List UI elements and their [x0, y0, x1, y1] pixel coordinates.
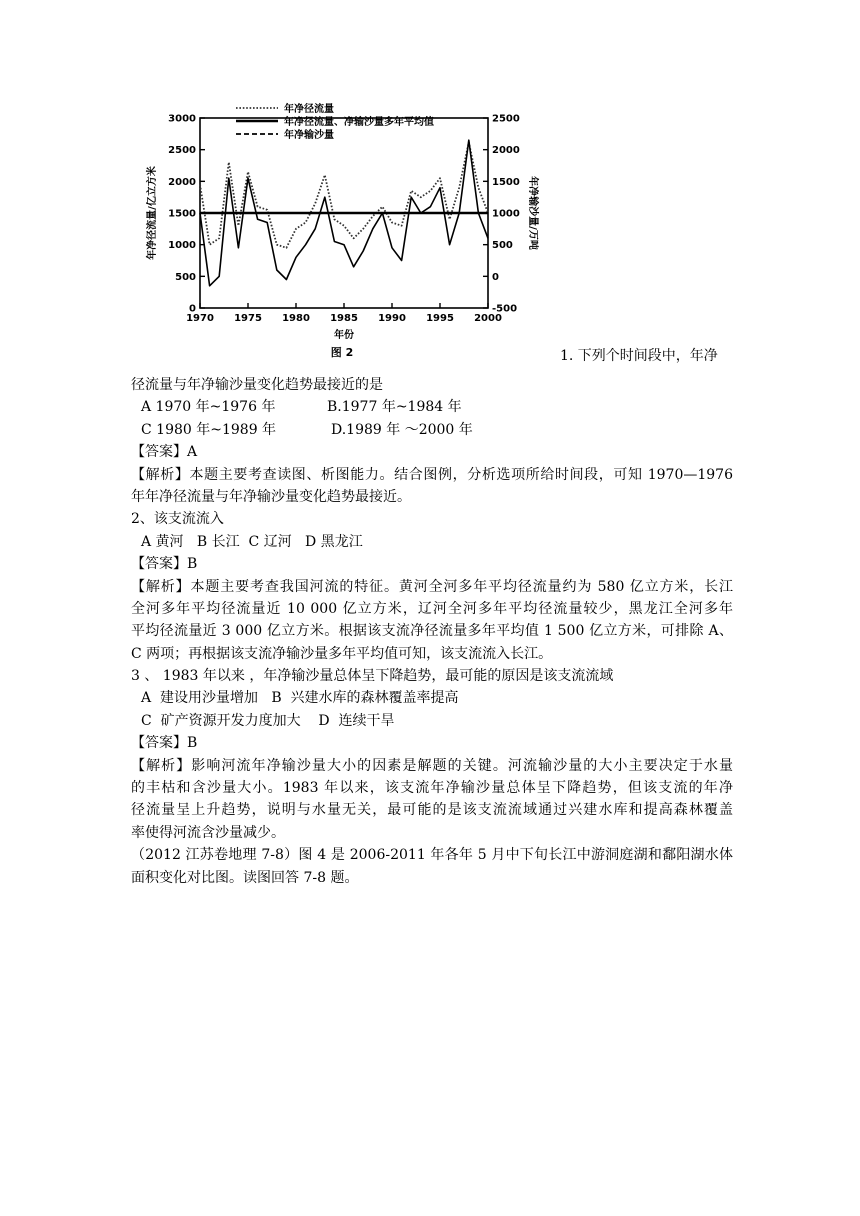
option-1b: B.1977 年~1984 年	[327, 399, 462, 416]
question-1-options-ab	[131, 396, 733, 418]
explanation-1-line-2: 年年净径流量与年净输沙量变化趋势最接近。	[131, 488, 411, 505]
left-tick-label: 3000	[168, 113, 196, 125]
left-tick-label: 0	[189, 303, 196, 315]
explanation-2-line-2: 全河多年平均径流量近 10 000 亿立方米，辽河全河多年平均径流量较少，黑龙江全河多年	[131, 600, 733, 617]
right-tick-label: 1500	[492, 176, 520, 188]
explanation-3-line-1: 【解析】影响河流年净输沙量大小的因素是解题的关键。河流输沙量的大小主要决定于水量	[131, 757, 733, 774]
series-1-line	[200, 142, 488, 248]
explanation-2-line-1: 【解析】本题主要考查我国河流的特征。黄河全河多年平均径流量约为 580 亿立方米，长江	[131, 578, 733, 595]
explanation-1-line-1: 【解析】本题主要考查读图、析图能力。结合图例，分析选项所给时间段，可知 1970—1976	[131, 466, 733, 483]
option-1a: A 1970 年~1976 年	[141, 399, 276, 416]
answer-1: 【答案】A	[131, 444, 198, 461]
explanation-3-line-2: 的丰枯和含沙量大小。1983 年以来，该支流年净输沙量总体呈下降趋势，但该支流的年净	[131, 780, 733, 797]
chart-legend	[236, 102, 434, 141]
x-tick-label: 1975	[234, 313, 262, 324]
explanation-3-line-4: 率使得河流含沙量减少。	[131, 824, 285, 841]
intro-line-2: 面积变化对比图。读图回答 7-8 题。	[131, 869, 359, 886]
explanation-2-line-3: 平均径流量近 3 000 亿立方米。根据该支流净径流量多年平均值 1 500 亿立方米，可排除 A、	[131, 623, 733, 640]
question-2-options: A 黄河 B 长江 C 辽河 D 黑龙江	[141, 533, 363, 550]
answer-2: 【答案】B	[131, 556, 198, 573]
x-tick-label: 1985	[330, 313, 358, 324]
left-tick-label: 2500	[168, 145, 196, 157]
question-text-block	[131, 374, 733, 889]
legend-label-3: 年净输沙量	[284, 130, 334, 141]
right-tick-label: 0	[492, 271, 499, 283]
left-axis-title: 年净径流量/亿立方米	[147, 166, 158, 260]
right-axis-title: 年净输沙量/万吨	[527, 176, 538, 250]
x-tick-label: 1980	[282, 313, 310, 324]
question-3: 3 、 1983 年以来 ，年净输沙量总体呈下降趋势，最可能的原因是该支流流域	[131, 668, 614, 685]
answer-3: 【答案】B	[131, 735, 198, 752]
question-2: 2、该支流流入	[131, 511, 224, 528]
legend-label-2: 年净径流量、净输沙量多年平均值	[284, 117, 434, 128]
right-tick-label: 2500	[492, 113, 520, 125]
question-3-options-ab: A 建设用沙量增加 B 兴建水库的森林覆盖率提高	[141, 690, 459, 707]
x-axis-title: 年份	[334, 330, 354, 341]
right-tick-label: -500	[492, 303, 518, 315]
question-1-cont: 径流量与年净输沙量变化趋势最接近的是	[131, 377, 383, 393]
legend-label-1: 年净径流量	[284, 104, 334, 115]
explanation-3-line-3: 径流量呈上升趋势，说明与水量无关，最可能的是该支流流域通过兴建水库和提高森林覆盖	[131, 802, 733, 819]
intro-line-1: （2012 江苏卷地理 7-8）图 4 是 2006-2011 年各年 5 月中下旬长江中游洞庭湖和鄱阳湖水体	[131, 847, 733, 864]
right-tick-label: 1000	[492, 208, 520, 220]
x-tick-label: 2000	[474, 313, 502, 324]
figure-2-line-chart	[140, 104, 538, 366]
explanation-2-line-4: C 两项；再根据该支流净输沙量多年平均值可知，该支流流入长江。	[131, 645, 553, 662]
option-1c: C 1980 年~1989 年	[141, 421, 277, 438]
question-3-options-cd: C 矿产资源开发力度加大 D 连续干旱	[141, 712, 395, 729]
left-tick-label: 1000	[168, 240, 196, 252]
question-1-start: 1. 下列个时间段中，年净	[560, 348, 718, 364]
figure-caption: 图 2	[330, 346, 354, 359]
x-tick-label: 1990	[378, 313, 406, 324]
right-tick-label: 500	[492, 240, 513, 252]
chart-series	[200, 140, 488, 286]
right-tick-label: 2000	[492, 145, 520, 157]
left-tick-label: 500	[175, 271, 196, 283]
x-tick-label: 1970	[186, 313, 214, 324]
x-tick-label: 1995	[426, 313, 454, 324]
question-1-options-cd	[131, 419, 733, 441]
left-tick-label: 1500	[168, 208, 196, 220]
left-tick-label: 2000	[168, 176, 196, 188]
option-1d: D.1989 年 ～2000 年	[331, 421, 473, 438]
